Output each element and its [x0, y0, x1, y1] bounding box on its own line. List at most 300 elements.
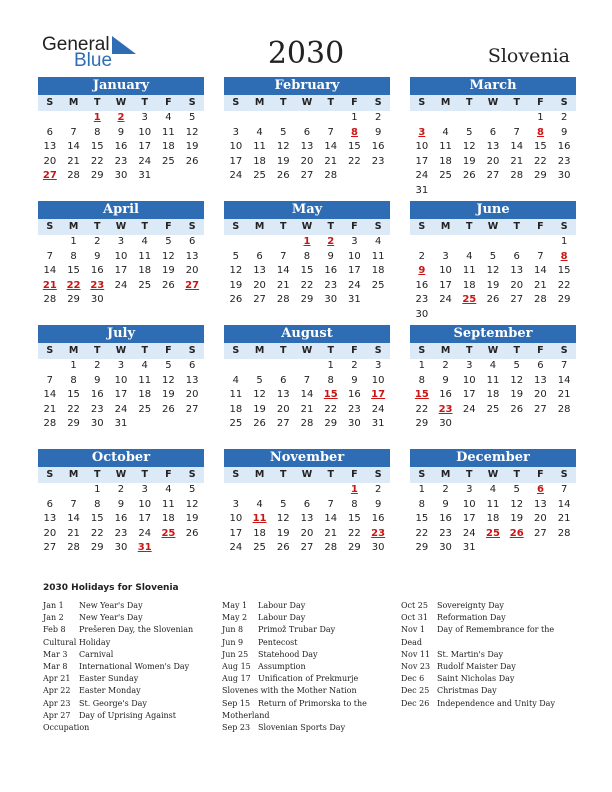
- weekday-label: S: [418, 469, 426, 480]
- day: 6: [188, 236, 196, 247]
- day: 9: [442, 498, 449, 510]
- weekday-label: M: [68, 221, 79, 232]
- weekday-label: S: [560, 221, 568, 232]
- day: 24: [114, 279, 128, 291]
- weekday-label: T: [327, 97, 334, 108]
- weekday-label: F: [165, 97, 172, 108]
- weekday-label: T: [513, 345, 520, 356]
- day: 11: [138, 374, 152, 386]
- day: 6: [537, 360, 544, 371]
- weekday-label: T: [513, 469, 520, 480]
- day: 29: [90, 170, 104, 182]
- weekday-label: F: [537, 469, 544, 480]
- day: 5: [256, 374, 263, 386]
- day: 15: [348, 141, 361, 153]
- weekday-header: [38, 343, 204, 359]
- month-december: [410, 449, 576, 556]
- holidays-title: 2030 Holidays for Slovenia: [43, 583, 179, 593]
- brand-word-blue: Blue: [74, 50, 113, 71]
- holiday-day: 8: [560, 250, 568, 262]
- weekday-label: S: [188, 97, 196, 108]
- weekday-label: S: [418, 345, 426, 356]
- day: 12: [510, 374, 524, 386]
- day: 20: [534, 389, 547, 401]
- holiday-name: Christmas Day: [437, 686, 497, 696]
- day: 8: [351, 498, 358, 510]
- holiday-name: Prešeren Day, the Slovenian Cultural Holiday: [43, 625, 194, 647]
- empty-cell: [457, 235, 481, 250]
- month-october: [38, 449, 204, 556]
- holiday-name: New Year's Day: [79, 601, 143, 610]
- month-august: [224, 325, 390, 432]
- day: 1: [537, 112, 544, 123]
- day: 22: [90, 527, 104, 539]
- month-title: March: [410, 77, 576, 95]
- day: 28: [67, 542, 80, 554]
- day: 22: [415, 527, 429, 539]
- day: 5: [466, 126, 473, 138]
- day: 7: [327, 126, 334, 138]
- weekday-label: M: [254, 469, 265, 480]
- day: 5: [513, 360, 520, 371]
- day: 14: [324, 141, 338, 153]
- weekday-header: [410, 219, 576, 235]
- day: 13: [185, 374, 199, 386]
- day: 3: [232, 498, 240, 510]
- brand-word-general: General: [42, 34, 110, 55]
- weekday-label: T: [141, 469, 148, 480]
- day: 3: [466, 484, 473, 495]
- day: 25: [138, 279, 152, 291]
- day: 2: [560, 112, 568, 123]
- holiday-date: Aug 15: [222, 662, 251, 672]
- day: 4: [256, 126, 263, 138]
- weekday-label: T: [327, 469, 334, 480]
- empty-cell: [410, 235, 434, 250]
- day: 8: [94, 498, 101, 510]
- day: 3: [117, 360, 125, 371]
- day: 28: [324, 170, 338, 182]
- weekday-label: S: [560, 345, 568, 356]
- day: 28: [43, 294, 57, 306]
- empty-cell: [248, 483, 272, 498]
- weekday-label: T: [141, 221, 148, 232]
- day: 15: [67, 389, 80, 401]
- day-grid: [224, 483, 390, 556]
- empty-cell: [248, 235, 272, 250]
- day: 5: [280, 126, 287, 138]
- weekday-label: T: [141, 97, 148, 108]
- holiday-day: 1: [93, 112, 101, 123]
- day: 2: [117, 484, 125, 495]
- day: 10: [462, 374, 476, 386]
- holiday-day: 1: [303, 236, 311, 247]
- empty-cell: [295, 483, 319, 498]
- weekday-label: M: [440, 345, 451, 356]
- weekday-label: T: [94, 97, 101, 108]
- holiday-entry: [222, 722, 394, 734]
- day: 10: [229, 141, 243, 153]
- day: 10: [114, 374, 128, 386]
- day: 4: [232, 374, 240, 386]
- holiday-entry: [222, 661, 394, 673]
- holiday-day: 22: [66, 279, 81, 291]
- month-september: [410, 325, 576, 432]
- weekday-label: S: [46, 97, 54, 108]
- holiday-entry: [43, 661, 203, 673]
- holiday-date: Apr 23: [43, 698, 71, 708]
- holiday-date: Jan 1: [43, 601, 64, 610]
- day: 26: [185, 155, 199, 167]
- day: 9: [94, 374, 101, 386]
- day: 4: [141, 360, 148, 371]
- day: 25: [138, 403, 152, 415]
- empty-cell: [271, 359, 295, 374]
- empty-cell: [38, 359, 62, 374]
- day: 31: [348, 294, 361, 306]
- day: 18: [486, 513, 500, 525]
- empty-cell: [295, 111, 319, 126]
- day: 25: [253, 542, 266, 554]
- holiday-day: 2: [117, 112, 125, 123]
- day: 17: [138, 513, 152, 525]
- weekday-label: M: [68, 345, 79, 356]
- day: 28: [557, 403, 571, 415]
- holiday-date: May 1: [222, 601, 248, 610]
- empty-cell: [38, 483, 62, 498]
- day: 3: [117, 236, 125, 247]
- day: 18: [138, 265, 152, 277]
- month-title: July: [38, 325, 204, 343]
- day: 6: [188, 360, 196, 371]
- day: 21: [557, 513, 571, 525]
- holiday-date: May 2: [222, 613, 248, 623]
- weekday-label: T: [466, 221, 473, 232]
- month-title: August: [224, 325, 390, 343]
- day: 3: [232, 126, 240, 138]
- day: 2: [442, 484, 449, 495]
- day: 13: [534, 374, 547, 386]
- day: 27: [300, 542, 314, 554]
- day: 29: [67, 418, 80, 430]
- holiday-day: 2: [327, 236, 335, 247]
- holiday-day: 15: [323, 389, 338, 401]
- weekday-label: W: [115, 345, 127, 356]
- day: 1: [70, 236, 77, 247]
- day: 15: [348, 513, 361, 525]
- day: 13: [510, 265, 524, 277]
- day: 8: [70, 250, 77, 262]
- holiday-name: Return of Primorska to the Motherland: [222, 698, 367, 720]
- month-june: [410, 201, 576, 323]
- weekday-label: T: [327, 345, 334, 356]
- weekday-label: S: [46, 345, 54, 356]
- day: 27: [43, 542, 57, 554]
- day: 1: [70, 360, 77, 371]
- holiday-entry: [401, 698, 573, 710]
- month-july: [38, 325, 204, 432]
- weekday-header: [38, 467, 204, 483]
- holiday-name: St. Martin's Day: [437, 649, 504, 659]
- day: 11: [439, 141, 452, 153]
- holiday-name: St. George's Day: [79, 698, 147, 708]
- day: 27: [534, 403, 547, 415]
- weekday-label: M: [68, 97, 79, 108]
- day: 26: [253, 418, 266, 430]
- day: 22: [324, 403, 338, 415]
- day: 11: [462, 265, 476, 277]
- empty-cell: [410, 111, 434, 126]
- day: 3: [141, 112, 148, 123]
- day: 19: [253, 403, 266, 415]
- day: 12: [253, 389, 266, 401]
- holiday-day: 1: [350, 484, 358, 495]
- holiday-entry: [43, 612, 203, 624]
- day: 11: [138, 250, 152, 262]
- day: 2: [374, 484, 382, 495]
- day: 9: [374, 126, 382, 138]
- weekday-label: S: [46, 469, 54, 480]
- holiday-date: Nov 1: [401, 625, 425, 635]
- day: 12: [510, 498, 524, 510]
- day: 21: [324, 527, 338, 539]
- holiday-day: 21: [42, 279, 57, 291]
- weekday-label: S: [560, 97, 568, 108]
- holiday-date: Nov 11: [401, 649, 431, 659]
- holiday-name: Pentecost: [258, 637, 298, 647]
- day: 10: [138, 126, 152, 138]
- holiday-name: Labour Day: [258, 613, 306, 623]
- weekday-label: S: [374, 345, 382, 356]
- day: 6: [489, 126, 497, 138]
- day: 18: [229, 403, 243, 415]
- day: 23: [114, 527, 128, 539]
- holiday-name: Rudolf Maister Day: [437, 662, 516, 672]
- holiday-entry: [401, 649, 573, 661]
- day: 26: [162, 403, 175, 415]
- day: 24: [462, 527, 476, 539]
- weekday-label: W: [301, 221, 313, 232]
- weekday-label: F: [537, 97, 544, 108]
- day: 19: [185, 141, 199, 153]
- holiday-entry: [43, 673, 203, 685]
- day: 16: [348, 389, 361, 401]
- day: 15: [67, 265, 80, 277]
- holiday-day: 17: [371, 389, 386, 401]
- day: 24: [348, 279, 361, 291]
- day: 25: [162, 155, 175, 167]
- day-grid: [410, 483, 576, 556]
- holiday-name: Day of Remembrance for the Dead: [401, 625, 555, 647]
- day-grid: [38, 359, 204, 432]
- holiday-date: Jun 8: [222, 625, 244, 635]
- weekday-label: W: [487, 97, 499, 108]
- day: 4: [256, 498, 263, 510]
- weekday-label: F: [351, 97, 358, 108]
- day: 14: [557, 374, 571, 386]
- day: 22: [67, 403, 80, 415]
- day: 23: [557, 155, 571, 167]
- weekday-label: T: [466, 97, 473, 108]
- day: 16: [90, 389, 104, 401]
- day: 1: [418, 484, 426, 495]
- day: 29: [534, 170, 547, 182]
- day: 20: [253, 279, 266, 291]
- day: 16: [324, 265, 338, 277]
- holiday-day: 27: [42, 170, 57, 182]
- day: 28: [300, 418, 314, 430]
- day: 27: [185, 403, 199, 415]
- day: 30: [348, 418, 361, 430]
- day: 18: [253, 155, 266, 167]
- day: 29: [300, 294, 314, 306]
- day: 4: [141, 236, 148, 247]
- weekday-label: S: [46, 221, 54, 232]
- holiday-name: Carnival: [79, 649, 114, 659]
- day: 12: [462, 141, 476, 153]
- holiday-name: Statehood Day: [258, 649, 318, 659]
- holiday-name: Saint Nicholas Day: [437, 674, 515, 684]
- day: 30: [114, 542, 128, 554]
- weekday-label: W: [301, 97, 313, 108]
- empty-cell: [434, 235, 458, 250]
- day: 1: [560, 236, 568, 247]
- day: 24: [415, 170, 429, 182]
- day: 5: [165, 360, 172, 371]
- empty-cell: [224, 235, 248, 250]
- day: 10: [371, 374, 385, 386]
- day: 20: [300, 527, 314, 539]
- weekday-label: M: [440, 469, 451, 480]
- weekday-label: M: [440, 221, 451, 232]
- day: 24: [114, 403, 128, 415]
- day: 16: [114, 513, 128, 525]
- day: 17: [114, 265, 128, 277]
- empty-cell: [481, 111, 505, 126]
- holiday-entry: [222, 637, 394, 649]
- day: 17: [415, 155, 429, 167]
- day: 4: [442, 126, 449, 138]
- day: 19: [185, 513, 199, 525]
- day: 10: [229, 513, 243, 525]
- weekday-label: T: [94, 221, 101, 232]
- holiday-date: Dec 26: [401, 698, 430, 708]
- day: 15: [300, 265, 314, 277]
- day: 7: [303, 374, 311, 386]
- weekday-label: T: [141, 345, 148, 356]
- holiday-date: Mar 3: [43, 649, 68, 659]
- holidays-column-2: [222, 600, 394, 734]
- day: 14: [510, 141, 524, 153]
- day: 6: [303, 498, 311, 510]
- day: 9: [94, 250, 101, 262]
- day: 21: [324, 155, 338, 167]
- day: 26: [462, 170, 476, 182]
- day: 25: [439, 170, 452, 182]
- weekday-label: F: [537, 221, 544, 232]
- weekday-label: S: [374, 97, 382, 108]
- day: 28: [510, 170, 524, 182]
- holiday-date: Jun 9: [222, 637, 244, 647]
- day: 18: [439, 155, 452, 167]
- holiday-entry: [222, 673, 394, 697]
- holiday-entry: [43, 624, 203, 648]
- day: 30: [439, 418, 452, 430]
- weekday-label: S: [374, 469, 382, 480]
- holiday-date: Jan 2: [43, 613, 64, 623]
- day: 23: [439, 527, 452, 539]
- day: 21: [510, 155, 524, 167]
- day: 14: [43, 389, 57, 401]
- day: 2: [374, 112, 382, 123]
- day: 5: [489, 250, 497, 262]
- day: 17: [138, 141, 152, 153]
- day: 16: [439, 389, 452, 401]
- holiday-entry: [401, 612, 573, 624]
- day: 3: [351, 236, 358, 247]
- day-grid: [224, 111, 390, 184]
- day: 28: [43, 418, 57, 430]
- day: 13: [185, 250, 199, 262]
- weekday-label: T: [280, 221, 287, 232]
- weekday-label: F: [537, 345, 544, 356]
- day: 20: [276, 403, 290, 415]
- day: 26: [276, 542, 290, 554]
- day: 31: [114, 418, 128, 430]
- day: 5: [188, 112, 196, 123]
- day: 3: [442, 250, 449, 262]
- weekday-label: W: [115, 469, 127, 480]
- day: 10: [348, 250, 361, 262]
- day: 26: [162, 279, 175, 291]
- day: 9: [327, 250, 334, 262]
- day: 16: [415, 279, 429, 291]
- weekday-label: S: [232, 469, 240, 480]
- day: 30: [371, 542, 385, 554]
- day: 31: [138, 170, 152, 182]
- day: 23: [324, 279, 338, 291]
- holiday-name: Independence and Unity Day: [437, 698, 555, 708]
- day: 23: [371, 155, 385, 167]
- day: 25: [253, 170, 266, 182]
- day: 6: [46, 126, 54, 138]
- holiday-name: Easter Sunday: [79, 674, 139, 684]
- weekday-label: F: [165, 345, 172, 356]
- weekday-label: T: [466, 345, 473, 356]
- day-grid: [38, 483, 204, 556]
- day: 22: [557, 279, 571, 291]
- weekday-label: W: [487, 469, 499, 480]
- day: 5: [232, 250, 240, 262]
- day: 4: [165, 484, 172, 495]
- empty-cell: [38, 235, 62, 250]
- day: 20: [43, 155, 57, 167]
- day: 13: [300, 513, 314, 525]
- holiday-name: International Women's Day: [79, 662, 190, 672]
- day: 16: [439, 513, 452, 525]
- month-title: September: [410, 325, 576, 343]
- day: 10: [462, 498, 476, 510]
- holiday-name: Reformation Day: [437, 613, 506, 623]
- day: 18: [162, 513, 175, 525]
- day: 16: [114, 141, 128, 153]
- holiday-date: Sep 15: [222, 698, 251, 708]
- month-january: [38, 77, 204, 184]
- day: 6: [46, 498, 54, 510]
- holiday-name: Primož Trubar Day: [258, 625, 336, 635]
- weekday-label: W: [301, 469, 313, 480]
- day: 22: [415, 403, 429, 415]
